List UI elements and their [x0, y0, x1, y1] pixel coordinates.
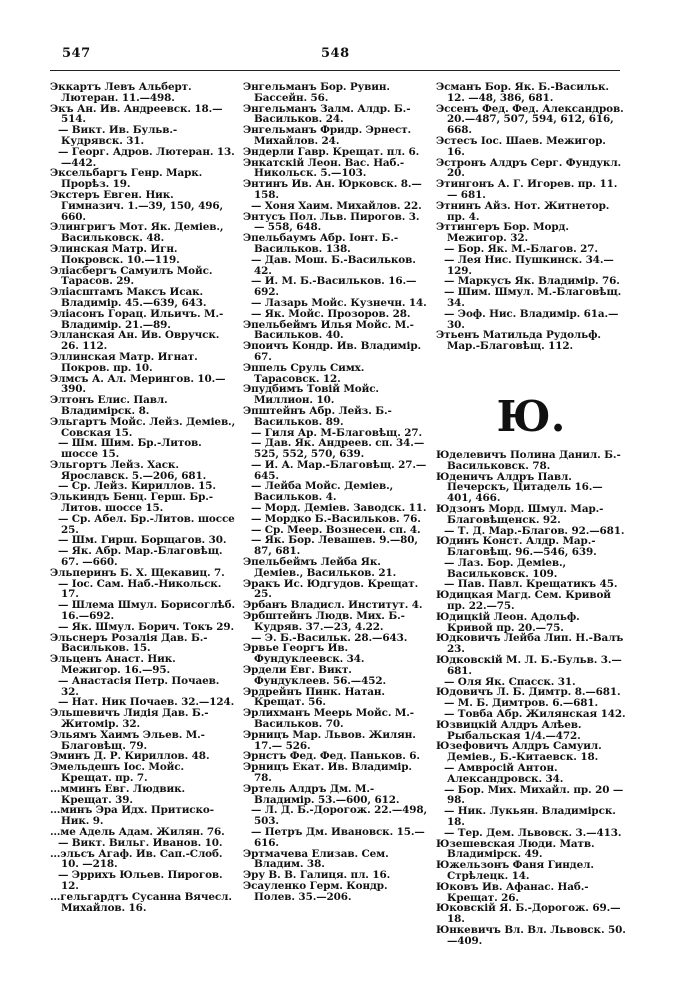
directory-entry: Элинская Матр. Игн. Покровск. 10.—119.: [50, 242, 180, 266]
directory-entry: — Анастасія Петр. Почаев. 32.: [58, 674, 220, 698]
column-3: [436, 82, 626, 947]
directory-entry: — Морд. Деміев. Заводск. 11.: [251, 502, 427, 515]
directory-entry: Элмсъ А. Ал. Мерингов. 10.— 390.: [50, 372, 226, 396]
directory-entry: — Лазарь Мойс. Кузнечн. 14.: [251, 296, 427, 309]
directory-entry: Экъ Ан. Ив. Андреевск. 18.— 514.: [50, 102, 223, 126]
directory-entry: Элiасбергъ Самуилъ Мойс. Тарасов. 29.: [50, 264, 213, 288]
directory-entry: — Оля Як. Спасск. 31.: [444, 675, 576, 688]
directory-entry: Эпельбеймъ Лейба Як. Деміев., Васильков. 21.: [243, 556, 397, 579]
column-3-entries-e: [436, 82, 626, 352]
column-2: [243, 82, 429, 903]
directory-entry: — Шим. Шмул. М.-Благовѣщ. 34.: [444, 286, 622, 309]
directory-entry: Энгельманъ Бор. Рувин. Бассейн. 56.: [243, 81, 390, 104]
directory-entry: Эльперинъ Б. Х. Щекавиц. 7.: [50, 566, 225, 579]
directory-entry: — Як. Бор. Левашев. 9.—80, 87, 681.: [251, 534, 418, 558]
directory-entry: — Як. Мойс. Прозоров. 28.: [251, 307, 411, 320]
directory-entry: Элiасонъ Горац. Ильичъ. М.-Владимір. 21.—89.: [50, 307, 224, 331]
directory-entry: Эксельбаргъ Генр. Марк. Прорѣз. 19.: [50, 167, 203, 191]
directory-entry: — Т. Д. Мар.-Благов. 92.—681.: [444, 524, 625, 537]
directory-entry: Эпоичъ Кондр. Ив. Владимір. 67.: [243, 340, 422, 363]
page-number-center: 548: [321, 46, 350, 61]
directory-entry: Эрнстъ Фед. Фед. Паньков. 6.: [243, 750, 420, 763]
directory-entry: …ме Адель Адам. Жилян. 76.: [50, 825, 225, 838]
directory-entry: — Лаз. Бор. Деміев., Васильковск. 109.: [444, 556, 566, 580]
directory-entry: Эрвье Георгъ Ив. Фундуклеевск. 34.: [243, 642, 365, 666]
directory-entry: Эсманъ Бор. Як. Б.-Васильк. 12. —48, 386, 681.: [436, 81, 609, 104]
directory-entry: — Л. Д. Б.-Дорогож. 22.—498, 503.: [251, 804, 428, 828]
directory-entry: Энгельманъ Залм. Алдр. Б.-Васильков. 24.: [243, 102, 411, 126]
directory-entry: Юдицкій Леон. Адольф. Кривой пр. 20.—75.: [436, 610, 580, 634]
header-rule: [50, 70, 620, 71]
directory-entry: Эрбштейнъ Людв. Мих. Б.-Кудряв. 37.—23, 4.22.: [243, 610, 405, 633]
directory-entry: Эльшевичъ Лидія Дав. Б.-Житомір. 32.: [50, 707, 209, 731]
directory-entry: — Викт. Вильг. Иванов. 10.: [58, 836, 223, 849]
directory-entry: Эппель Сруль Симх. Тарасовск. 12.: [243, 361, 365, 385]
directory-entry: Элiасштамъ Максъ Исак. Владимір. 45.—639, 643.: [50, 286, 207, 309]
directory-entry: Элланская Ан. Ив. Овручск. 26. 112.: [50, 329, 220, 353]
directory-entry: Этьенъ Матильда Рудольф. Мар.-Благовѣщ. 112.: [436, 329, 601, 353]
directory-entry: — Лейба Мойс. Деміев., Васильков. 4.: [251, 480, 394, 504]
directory-entry: — Эоф. Нис. Владимір. 61а.— 30.: [444, 307, 619, 331]
directory-entry: Эпштейнъ Абр. Лейз. Б.-Васильков. 89.: [243, 404, 392, 428]
directory-entry: Эльценъ Анаст. Ник. Межигор. 16.—95.: [50, 653, 176, 677]
directory-entry: Эрдрейнъ Пинк. Натан. Крещат. 56.: [243, 685, 385, 709]
directory-entry: Эстесъ Іос. Шаев. Межигор. 16.: [436, 134, 606, 158]
directory-entry: Эккартъ Левъ Альберт. Лютеран. 11.—498.: [50, 81, 192, 104]
directory-entry: — Пав. Павл. Крещатикъ 45.: [444, 578, 618, 591]
directory-entry: Элтонъ Елис. Павл. Владимірск. 8.: [50, 394, 168, 417]
directory-entry: Элькиндъ Бенц. Герш. Бр.-Литов. шоссе 15.: [50, 491, 214, 515]
directory-entry: Эртель Алдръ Дм. М.-Владимір. 53.—600, 612.: [243, 782, 400, 806]
column-3-entries-yu: [436, 450, 626, 947]
directory-entry: Юдинъ Конст. Алдр. Мар.-Благовѣщ. 96.—546, 639.: [436, 535, 597, 559]
directory-entry: Эльямъ Хаимъ Эльев. М.-Благовѣщ. 79.: [50, 728, 205, 752]
directory-entry: Энкатскій Леон. Вас. Наб.-Никольск. 5.—103.: [243, 156, 405, 180]
directory-entry: — Ср. Абел. Бр.-Литов. шоссе 25.: [58, 512, 235, 536]
directory-entry: — Ср. Меер. Вознесен. сп. 4.: [251, 523, 421, 536]
directory-entry: Юделевичъ Полина Данил. Б.-Васильковск. 78.: [436, 448, 621, 472]
directory-entry: Эндерли Гавр. Крещат. пл. 6.: [243, 145, 420, 158]
directory-entry: Эпельбаумъ Абр. Іонт. Б.-Васильков. 138.: [243, 232, 399, 255]
directory-entry: …эльсъ Агаф. Ив. Сап.-Слоб. 10. —218.: [50, 847, 223, 871]
directory-entry: — Лея Нис. Пушкинск. 34.— 129.: [444, 253, 614, 277]
directory-entry: — Бор. Мих. Михайл. пр. 20 —98.: [444, 783, 624, 807]
directory-entry: Юдовичъ Л. Б. Димтр. 8.—681.: [436, 686, 621, 699]
directory-entry: — Шм. Гирш. Борщагов. 30.: [58, 534, 227, 547]
directory-entry: Эльгортъ Лейз. Хаск. Ярославск. 5.—206, 681.: [50, 458, 207, 482]
directory-entry: Эттингеръ Бор. Морд. Межигор. 32.: [436, 221, 569, 245]
directory-entry: Эрлихманъ Меерь Мойс. М.-Васильков. 70.: [243, 707, 415, 731]
directory-entry: — Бор. Як. М.-Благов. 27.: [444, 242, 598, 255]
directory-entry: Эрницъ Екат. Ив. Владимір. 78.: [243, 761, 412, 784]
directory-entry: Эпельбеймъ Илья Мойс. М.-Васильков. 40.: [243, 318, 414, 342]
directory-entry: Эрдели Евг. Викт. Фундуклеев. 56.—452.: [243, 664, 386, 687]
directory-entry: …мминъ Евг. Людвик. Крещат. 39.: [50, 782, 185, 806]
directory-entry: — Гиля Ар. М-Благовѣщ. 27.: [251, 426, 423, 439]
directory-entry: …гельгардтъ Сусанна Вячесл. Михайлов. 16.: [50, 890, 232, 914]
directory-entry: — Викт. Ив. Бульв.-Кудрявск. 31.: [58, 124, 178, 147]
directory-entry: — Э. Б.-Васильк. 28.—643.: [251, 631, 408, 644]
directory-entry: …минъ Эра Идх. Притиско-Ник. 9.: [50, 804, 214, 828]
directory-entry: Этингонъ А. Г. Игорев. пр. 11.— 681.: [436, 178, 618, 201]
directory-entry: — И. М. Б.-Васильков. 16.— 692.: [251, 275, 417, 299]
directory-entry: Юдицкая Магд. Сем. Кривой пр. 22.—75.: [436, 589, 611, 613]
directory-entry: Юнкевичъ Вл. Вл. Львовск. 50. —409.: [436, 923, 626, 947]
directory-entry: — Эррихъ Юльев. Пирогов. 12.: [58, 869, 223, 892]
directory-entry: — Ср. Лейз. Кириллов. 15.: [58, 480, 216, 493]
directory-entry: — Шлема Шмул. Борисоглѣб. 16.—692.: [58, 599, 235, 623]
directory-entry: — Георг. Адров. Лютеран. 13. —442.: [58, 145, 235, 169]
directory-entry: — Шм. Шим. Бр.-Литов. шоссе 15.: [58, 437, 202, 461]
directory-entry: — Амвросій Антон. Александровск. 34.: [444, 762, 564, 785]
directory-entry: Юковскій Я. Б.-Дорогож. 69.— 18.: [436, 902, 621, 926]
section-letter-yu: Ю.: [496, 391, 566, 441]
directory-entry: Этнинъ Айз. Нот. Житнетор. пр. 4.: [436, 199, 610, 223]
directory-entry: Эпудбимъ Товій Мойс. Миллион. 10.: [243, 383, 379, 407]
directory-entry: — Іос. Сам. Наб.-Никольск. 17.: [58, 577, 222, 601]
directory-entry: Южельзонъ Фаня Гиндел. Стрѣлецк. 14.: [436, 859, 594, 882]
directory-entry: Эракъ Ис. Юдгудов. Крещат. 25.: [243, 577, 419, 601]
directory-entry: Юзефовичъ Алдръ Самуил. Деміев., Б.-Китаевск. 18.: [436, 740, 602, 764]
directory-entry: — Дав. Мош. Б.-Васильков. 42.: [251, 253, 416, 277]
directory-entry: Юзешевская Люди. Матв. Владимірск. 49.: [436, 837, 595, 861]
directory-entry: Энгельманъ Фридр. Эрнест. Михайлов. 24.: [243, 124, 412, 147]
directory-entry: Экстеръ Евген. Ник. Гимназич. 1.—39, 150, 496, 660.: [50, 188, 223, 223]
directory-entry: — Мордко Б.-Васильков. 76.: [251, 512, 421, 525]
page-number-left: 547: [62, 46, 91, 61]
directory-entry: — Нат. Ник Почаев. 32.—124.: [58, 696, 235, 709]
directory-entry: Эссенъ Фед. Фед. Александров. 20.—487, 507, 594, 612, 616, 668.: [436, 102, 624, 137]
directory-entry: Энтинъ Ив. Ан. Юрковск. 8.— 158.: [243, 178, 422, 201]
directory-entry: Юдковскій М. Л. Б.-Бульв. 3.— 681.: [436, 654, 622, 677]
directory-entry: Юдзонъ Морд. Шмул. Мар.-Благовѣщенск. 92.: [436, 502, 604, 526]
directory-entry: Юзвицкій Алдръ Алѣев. Рыбальская 1/4.—472.: [436, 718, 582, 742]
directory-entry: Юденичъ Алдръ Павл. Печерскъ, Цитадель 16.—401, 466.: [436, 470, 603, 505]
directory-entry: Эртмачева Елизав. Сем. Владим. 38.: [243, 847, 389, 871]
directory-entry: Эминъ Д. Р. Кириллов. 48.: [50, 750, 210, 763]
directory-entry: Эрницъ Мар. Львов. Жилян. 17.— 526.: [243, 728, 416, 752]
directory-entry: Эллинская Матр. Игнат. Покров. пр. 10.: [50, 350, 198, 374]
directory-entry: Эстронъ Алдръ Серг. Фундукл. 20.: [436, 156, 622, 180]
directory-entry: — Як. Шмул. Борич. Токъ 29.: [58, 620, 235, 633]
directory-entry: — Хоня Хаим. Михайлов. 22.: [251, 199, 422, 212]
directory-entry: Эльснеръ Розалія Дав. Б.-Васильков. 15.: [50, 631, 208, 655]
directory-entry: Юковъ Ив. Афанас. Наб.-Крещат. 26.: [436, 880, 589, 904]
directory-entry: Элингригъ Мот. Як. Деміев., Васильковск. 48.: [50, 221, 224, 245]
column-1: [50, 82, 238, 913]
directory-entry: — Маркусъ Як. Владимір. 76.: [444, 275, 620, 288]
directory-entry: Энтусъ Пол. Льв. Пирогов. 3.— 558, 648.: [243, 210, 420, 234]
directory-entry: Эрбанъ Владисл. Институт. 4.: [243, 599, 423, 612]
directory-entry: Эру В. В. Галиця. пл. 16.: [243, 869, 391, 882]
directory-entry: — М. Б. Димтров. 6.—681.: [444, 697, 599, 710]
directory-entry: Эмельдешъ Іос. Мойс. Крещат. пр. 7.: [50, 761, 185, 784]
directory-entry: — Ник. Лукьян. Владимірск. 18.: [444, 805, 616, 829]
directory-entry: — И. А. Мар.-Благовѣщ. 27.— 645.: [251, 458, 427, 482]
directory-entry: — Як. Абр. Мар.-Благовѣщ. 67. —660.: [58, 545, 223, 569]
directory-entry: — Дав. Як. Андреев. сп. 34.— 525, 552, 570, 639.: [251, 437, 425, 461]
directory-entry: Юдковичъ Лейба Лип. Н.-Валъ 23.: [436, 632, 624, 656]
directory-entry: — Петръ Дм. Ивановск. 15.— 616.: [251, 825, 425, 849]
directory-entry: Эльгартъ Мойс. Лейз. Деміев., Совская 15.: [50, 415, 236, 439]
directory-entry: — Товба Абр. Жилянская 142.: [444, 708, 626, 721]
directory-entry: — Тер. Дем. Львовск. 3.—413.: [444, 826, 622, 839]
directory-entry: Эсауленко Герм. Кондр. Полев. 35.—206.: [243, 879, 388, 903]
